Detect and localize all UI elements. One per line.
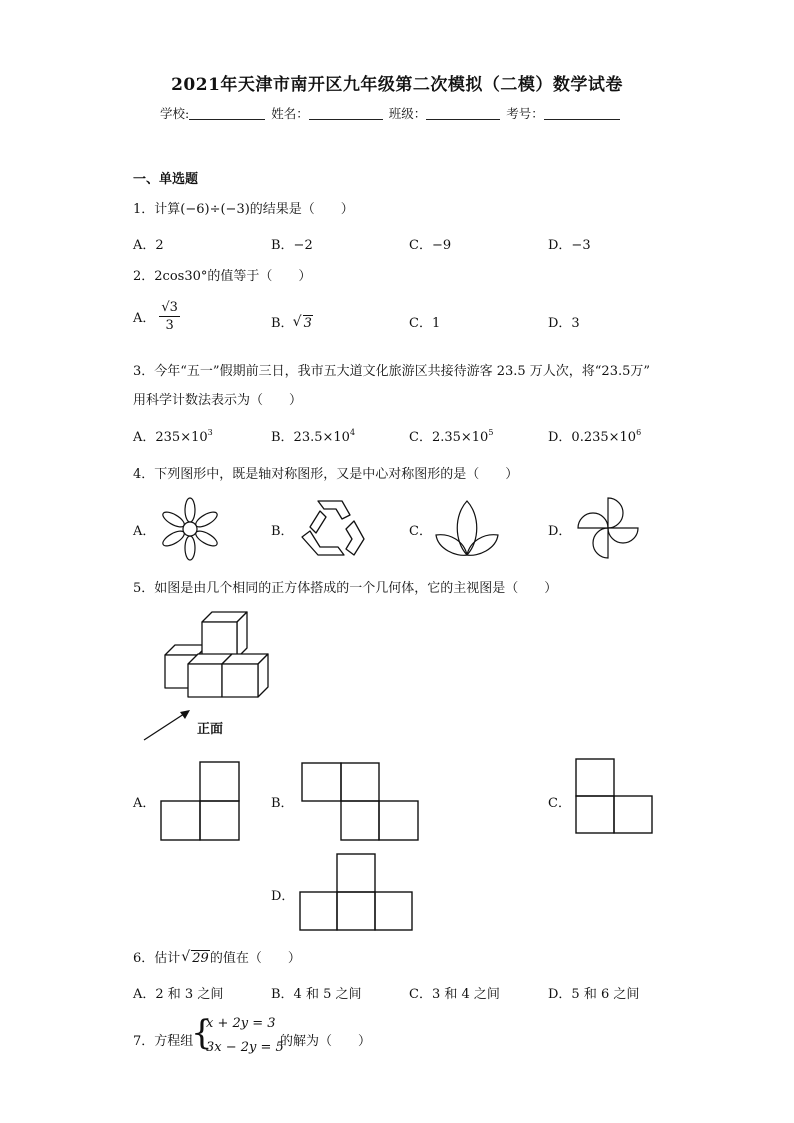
q3-option-d-text: D．0.235×10 [548,430,637,445]
flower-figure [158,497,222,561]
q6-option-c[interactable]: C．3 和 4 之间 [409,987,500,1002]
front-arrow [144,710,190,740]
q5-option-d-label[interactable]: D． [271,889,295,904]
fraction-denominator: 3 [165,318,174,333]
q2-option-b-label: B． [271,316,294,331]
q2-option-b[interactable] [271,312,313,331]
q6-option-b[interactable]: B．4 和 5 之间 [271,987,362,1002]
radicand: 29 [192,951,209,966]
question-3-line-2: 用科学计数法表示为（ ） [133,393,303,408]
q5-option-d-view [299,853,413,931]
pinwheel-figure [574,494,642,562]
exam-no-label: 考号： [506,106,544,121]
student-info [160,104,622,122]
fraction-numerator: √3 [161,300,178,315]
sqrt-expression [294,316,313,331]
q3-option-a-text: A．235×10 [133,430,208,445]
cube-front-right [222,654,268,697]
q1-option-b[interactable]: B．−2 [271,238,313,253]
exponent: 6 [636,428,642,437]
school-label: 学校: [160,106,190,121]
q1-option-d[interactable]: D．−3 [548,238,591,253]
q2-option-a[interactable] [133,300,180,333]
q5-option-b-view [301,762,419,842]
name-blank [309,107,383,120]
q5-option-a-label[interactable]: A． [133,796,156,811]
front-view-label: 正面 [197,722,224,737]
question-6 [133,947,301,966]
q4-option-d-label[interactable]: D． [548,524,572,539]
q2-option-d[interactable]: D．3 [548,316,580,331]
class-label: 班级： [388,106,427,121]
q2-expression: 2cos30° [154,269,208,284]
exponent: 3 [207,428,213,437]
exponent: 4 [349,428,356,437]
q1-option-a[interactable]: A．2 [133,238,164,253]
question-5: 5．如图是由几个相同的正方体搭成的一个几何体，它的主视图是（ ） [133,581,558,596]
recycle-triangle-figure [298,497,366,559]
name-label: 姓名： [271,106,309,121]
q7-equation-1: x + 2y = 3 [206,1016,276,1031]
q1-expression: (−6)÷(−3) [180,202,250,217]
system-brace: { [191,1013,213,1053]
question-2 [133,265,311,284]
q3-option-a[interactable] [133,426,213,445]
q4-option-c-label[interactable]: C． [409,524,432,539]
question-4: 4．下列图形中，既是轴对称图形，又是中心对称图形的是（ ） [133,467,519,482]
q2-suffix: 的值等于（ ） [207,269,312,284]
section-heading: 一、单选题 [133,172,199,187]
q5-option-a-view [160,761,240,841]
q3-option-c[interactable] [409,426,493,445]
radicand: 3 [303,316,312,331]
school-blank [189,107,265,120]
flower-center [183,522,197,536]
q5-option-b-label[interactable]: B． [271,796,294,811]
q5-option-c-label[interactable]: C． [548,796,571,811]
page-title: 2021年天津市南开区九年级第二次模拟（二模）数学试卷 [171,75,623,95]
q3-option-b[interactable] [271,426,355,445]
q6-option-a[interactable]: A．2 和 3 之间 [133,987,224,1002]
q5-option-c-view [575,758,653,834]
q1-option-c[interactable]: C．−9 [409,238,452,253]
cube-top [202,612,247,658]
q1-prefix: 1．计算 [133,202,181,217]
exponent: 5 [488,428,494,437]
q7-equation-2: 3x − 2y = 5 [206,1040,284,1055]
q6-prefix: 6．估计 [133,951,181,966]
question-3-line-1: 3．今年“五一”假期前三日，我市五大道文化旅游区共接待游客 23.5 万人次，将“23.5万” [133,364,651,379]
q2-prefix: 2． [133,269,155,284]
q2-option-c[interactable]: C．1 [409,316,441,331]
question-1 [133,198,354,217]
q7-prefix: 7．方程组 [133,1034,194,1049]
fraction [159,300,180,333]
q3-option-d[interactable] [548,426,641,445]
sqrt-expression [182,951,210,966]
lotus-figure [434,497,500,559]
q4-option-a-label[interactable]: A． [133,524,156,539]
q3-option-b-text: B．23.5×10 [271,430,350,445]
q6-suffix: 的值在（ ） [209,951,301,966]
exam-no-blank [544,107,620,120]
q2-option-a-label: A． [133,311,156,326]
class-blank [426,107,500,120]
q3-option-c-text: C．2.35×10 [409,430,489,445]
q4-option-b-label[interactable]: B． [271,524,294,539]
q1-suffix: 的结果是（ ） [249,202,354,217]
q6-option-d[interactable]: D．5 和 6 之间 [548,987,640,1002]
q7-suffix: 的解为（ ） [280,1034,372,1049]
